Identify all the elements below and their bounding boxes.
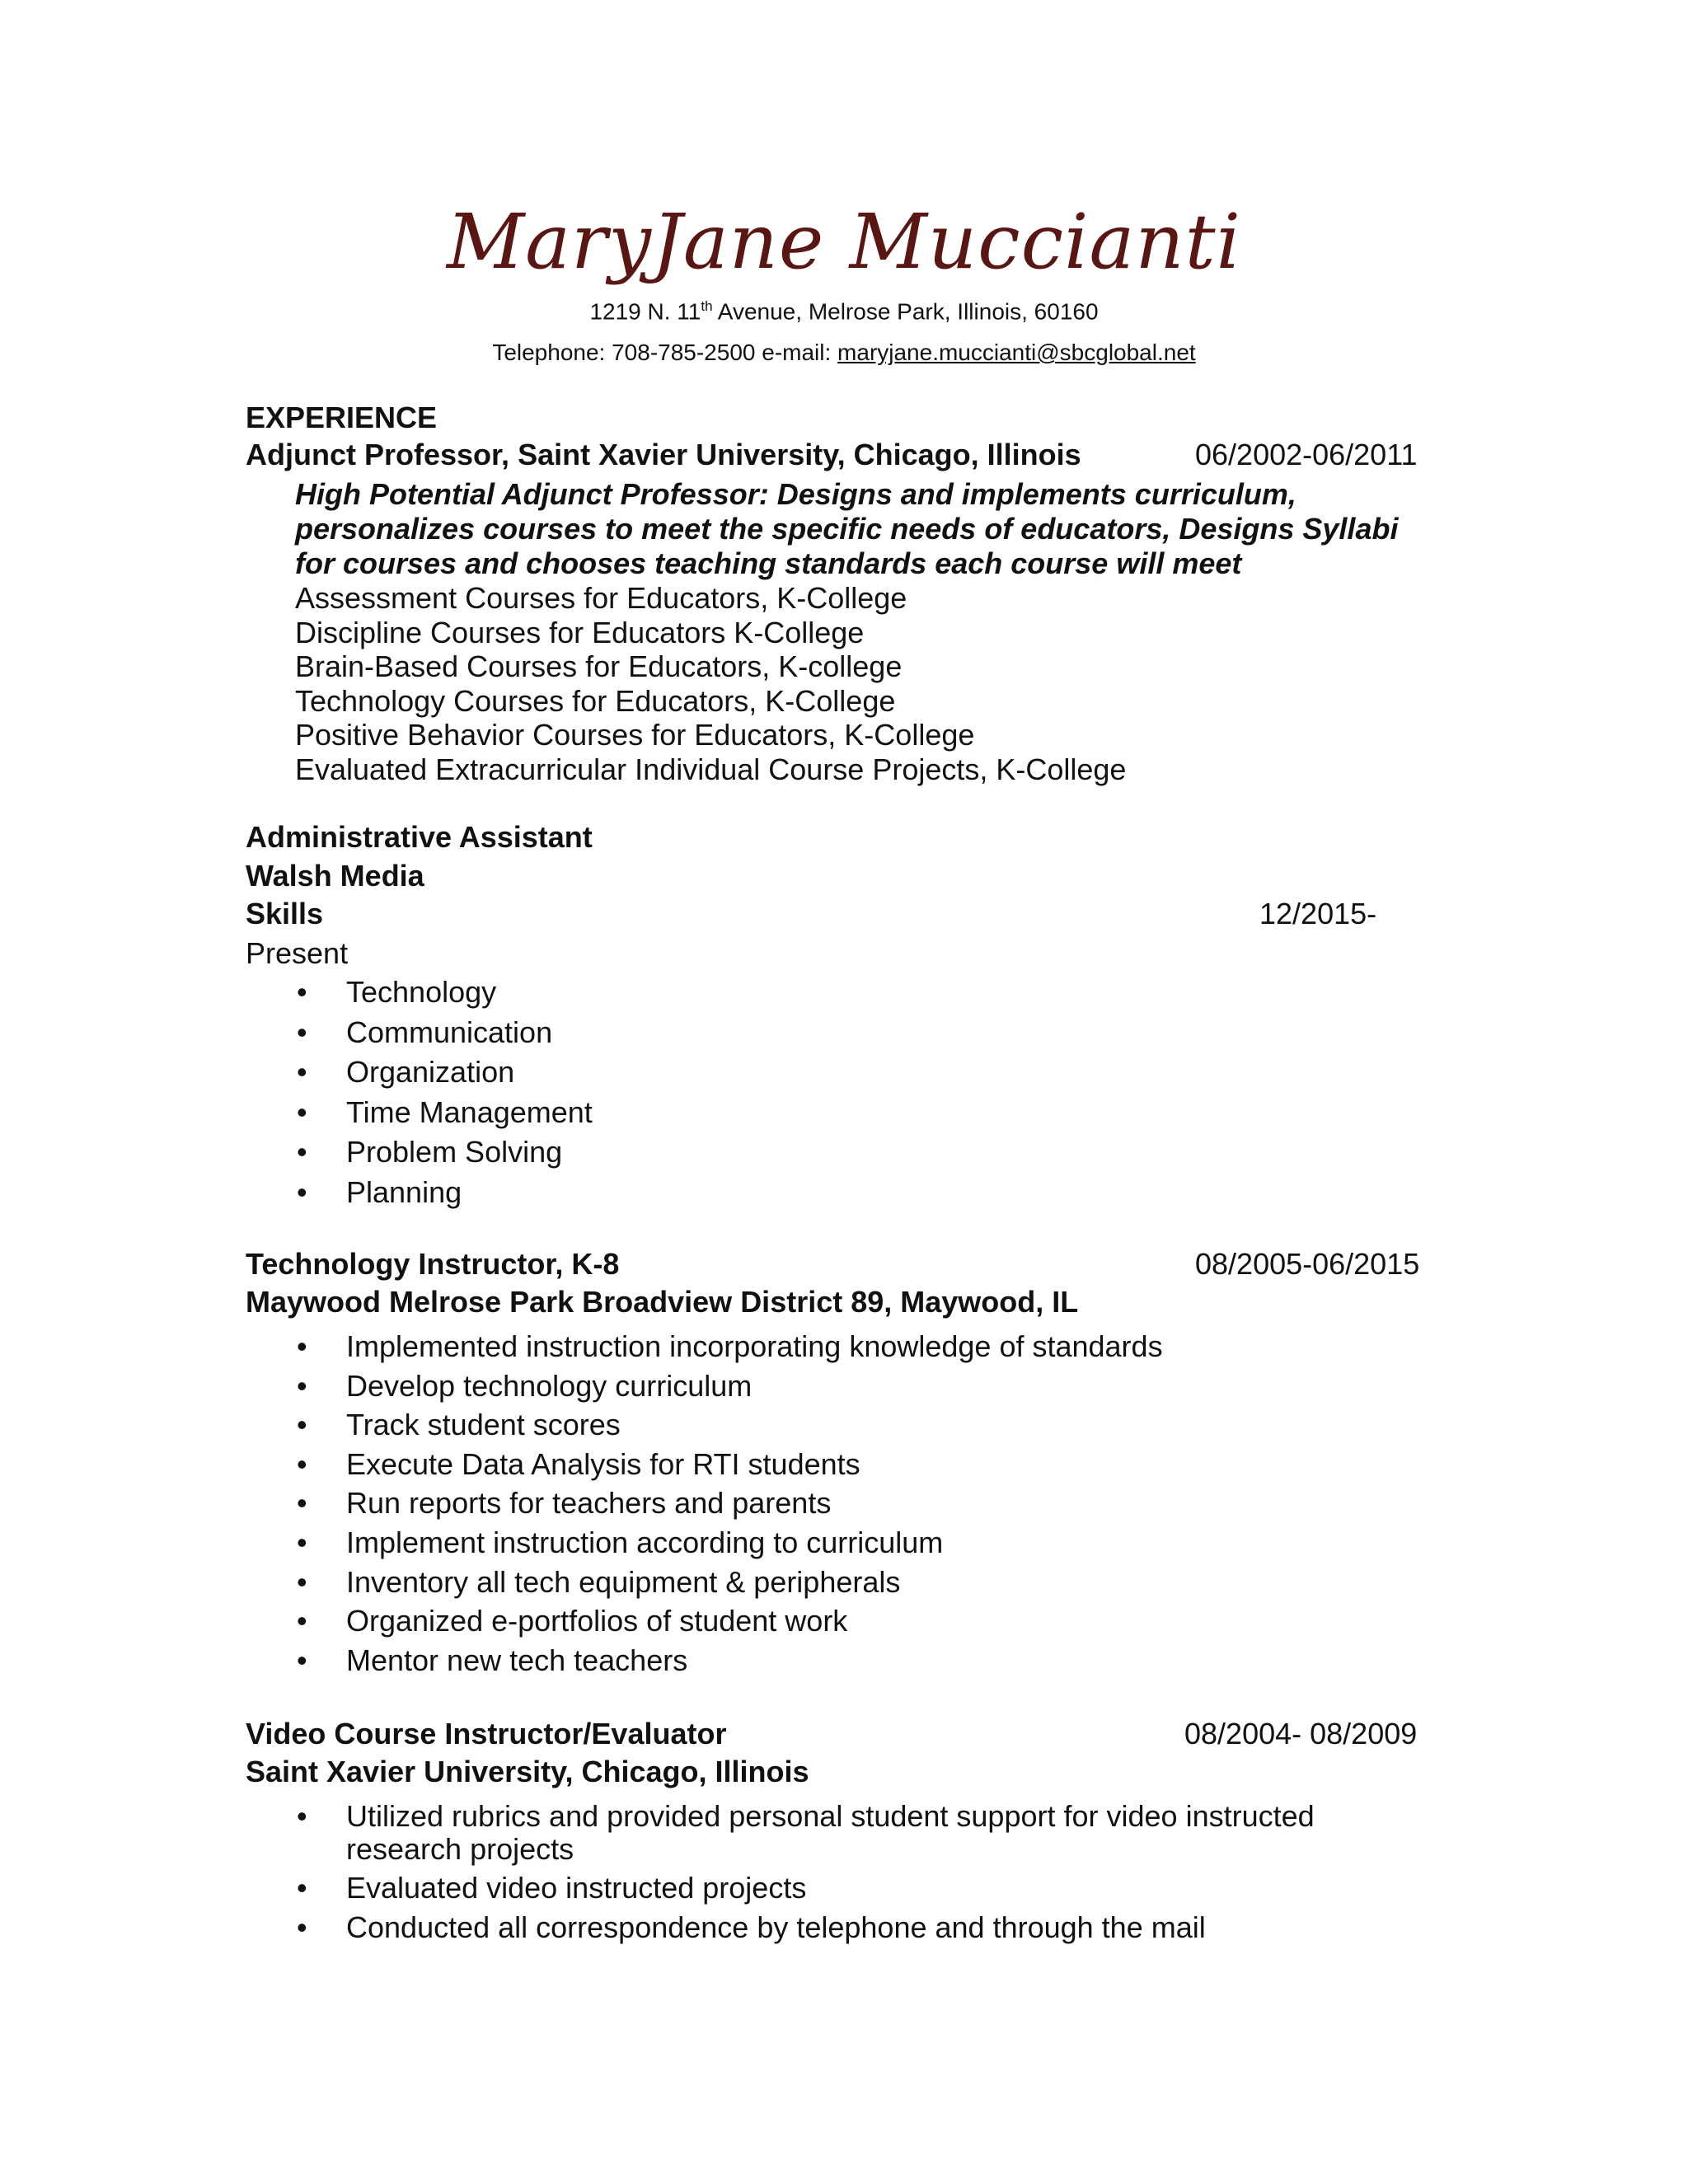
duty-text: Implement instruction according to curriculum xyxy=(346,1525,944,1559)
list-item xyxy=(297,1016,593,1049)
skill-text: Planning xyxy=(346,1174,462,1209)
list-item xyxy=(297,1448,1163,1481)
duty-text: Mentor new tech teachers xyxy=(346,1643,688,1677)
job1-course: Discipline Courses for Educators K-College xyxy=(295,616,865,649)
list-item xyxy=(297,1136,593,1169)
job2-title: Administrative Assistant xyxy=(246,820,593,854)
list-item xyxy=(297,1526,1163,1559)
skill-text: Communication xyxy=(346,1015,553,1049)
bullet-icon: • xyxy=(297,1408,307,1442)
bullet-icon: • xyxy=(297,1486,307,1521)
job1-summary-line-3: for courses and chooses teaching standards each course will meet xyxy=(295,546,1242,580)
duty-text: Organized e-portfolios of student work xyxy=(346,1604,848,1638)
job1-course: Assessment Courses for Educators, K-College xyxy=(295,581,907,615)
contact-line xyxy=(0,340,1688,366)
bullet-icon: • xyxy=(297,1368,307,1403)
candidate-name: MaryJane Muccianti xyxy=(446,198,1242,286)
bullet-icon: • xyxy=(297,1525,307,1559)
list-item xyxy=(297,1872,1315,1905)
bullet-icon: • xyxy=(297,1446,307,1481)
job3-title: Technology Instructor, K-8 xyxy=(246,1247,620,1281)
list-item xyxy=(297,1644,1163,1677)
duty-text: Inventory all tech equipment & peripherals xyxy=(346,1564,901,1599)
list-item xyxy=(297,1408,1163,1441)
list-item xyxy=(297,1487,1163,1520)
job1-title: Adjunct Professor, Saint Xavier University, Chicago, Illinois xyxy=(246,438,1081,471)
bullet-icon: • xyxy=(297,1604,307,1638)
bullet-icon: • xyxy=(297,1910,307,1944)
experience-heading: EXPERIENCE xyxy=(246,401,438,434)
job1-course: Technology Courses for Educators, K-College xyxy=(295,684,896,718)
duty-text: Develop technology curriculum xyxy=(346,1368,753,1403)
job1-course: Evaluated Extracurricular Individual Course Projects, K-College xyxy=(295,752,1127,786)
job2-skills-list xyxy=(297,976,593,1209)
job4-title: Video Course Instructor/Evaluator xyxy=(246,1717,727,1750)
job2-present: Present xyxy=(246,936,349,970)
list-item xyxy=(297,1096,593,1129)
duty-text: Track student scores xyxy=(346,1408,621,1442)
duty-text: Run reports for teachers and parents xyxy=(346,1486,832,1521)
bullet-icon: • xyxy=(297,1015,307,1049)
job3-bullet-list xyxy=(297,1330,1163,1676)
list-item xyxy=(297,1566,1163,1599)
bullet-icon: • xyxy=(297,1329,307,1363)
email-link[interactable]: maryjane.muccianti@sbcglobal.net xyxy=(837,340,1196,365)
skill-text: Problem Solving xyxy=(346,1135,563,1169)
list-item xyxy=(297,1800,1315,1865)
job4-employer: Saint Xavier University, Chicago, Illinois xyxy=(246,1755,809,1788)
address-suffix: th xyxy=(701,298,713,314)
list-item xyxy=(297,1176,593,1209)
list-item xyxy=(297,1056,593,1089)
job3-employer: Maywood Melrose Park Broadview District 89, Maywood, IL xyxy=(246,1285,1079,1319)
duty-text-continued: research projects xyxy=(346,1831,574,1866)
address-end: Avenue, Melrose Park, Illinois, 60160 xyxy=(712,298,1099,325)
job4-dates: 08/2004- 08/2009 xyxy=(1184,1717,1418,1750)
list-item xyxy=(297,1330,1163,1363)
bullet-icon: • xyxy=(297,1799,307,1833)
address-line xyxy=(0,298,1688,325)
list-item xyxy=(297,1370,1163,1403)
contact-prefix: Telephone: 708-785-2500 e-mail: xyxy=(492,340,838,365)
bullet-icon: • xyxy=(297,1135,307,1169)
duty-text: Utilized rubrics and provided personal student support for video instructed xyxy=(346,1799,1315,1833)
duty-text: Execute Data Analysis for RTI students xyxy=(346,1446,860,1481)
job1-course: Brain-Based Courses for Educators, K-college xyxy=(295,649,903,683)
job4-bullet-list xyxy=(297,1800,1315,1943)
skill-text: Organization xyxy=(346,1055,515,1090)
job1-course: Positive Behavior Courses for Educators, K-College xyxy=(295,718,975,752)
duty-text: Implemented instruction incorporating knowledge of standards xyxy=(346,1329,1163,1363)
list-item xyxy=(297,1605,1163,1638)
bullet-icon: • xyxy=(297,1094,307,1129)
duty-text: Evaluated video instructed projects xyxy=(346,1871,807,1905)
bullet-icon: • xyxy=(297,975,307,1009)
job1-dates: 06/2002-06/2011 xyxy=(1195,438,1418,471)
bullet-icon: • xyxy=(297,1871,307,1905)
bullet-icon: • xyxy=(297,1055,307,1090)
job3-dates: 08/2005-06/2015 xyxy=(1195,1247,1420,1281)
list-item xyxy=(297,1911,1315,1944)
job2-employer: Walsh Media xyxy=(246,859,424,893)
address-start: 1219 N. 11 xyxy=(589,298,701,325)
bullet-icon: • xyxy=(297,1564,307,1599)
bullet-icon: • xyxy=(297,1643,307,1677)
job1-summary-line-2: personalizes courses to meet the specific needs of educators, Designs Syllabi xyxy=(295,512,1399,546)
bullet-icon: • xyxy=(297,1174,307,1209)
list-item xyxy=(297,976,593,1009)
job2-dates: 12/2015- xyxy=(1259,897,1377,930)
duty-text: Conducted all correspondence by telephone and through the mail xyxy=(346,1910,1206,1944)
skill-text: Time Management xyxy=(346,1094,593,1129)
skill-text: Technology xyxy=(346,975,497,1009)
job1-summary-line-1: High Potential Adjunct Professor: Designs and implements curriculum, xyxy=(295,477,1296,511)
job2-skills-label: Skills xyxy=(246,897,324,930)
